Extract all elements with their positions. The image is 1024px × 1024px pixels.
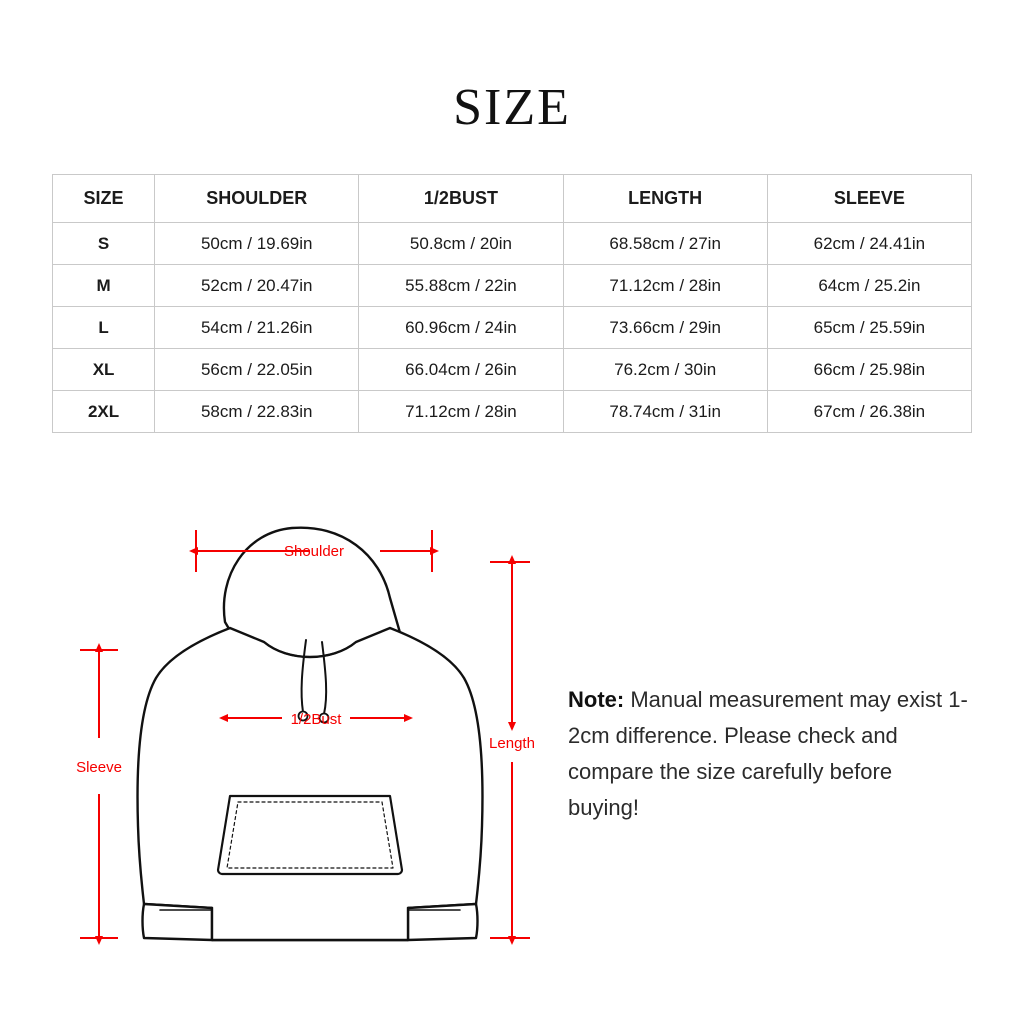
- cell-length: 78.74cm / 31in: [563, 391, 767, 433]
- table-row: [53, 307, 972, 349]
- column-header-length: LENGTH: [563, 175, 767, 223]
- cell-size: 2XL: [53, 391, 155, 433]
- cell-bust: 50.8cm / 20in: [359, 223, 563, 265]
- bust-label: 1/2Bust: [290, 711, 342, 728]
- column-header-bust: 1/2BUST: [359, 175, 563, 223]
- cell-shoulder: 54cm / 21.26in: [155, 307, 359, 349]
- cell-size: M: [53, 265, 155, 307]
- table-row: [53, 349, 972, 391]
- table-row: [53, 223, 972, 265]
- page-title: SIZE: [453, 79, 571, 136]
- sleeve-measure-line: [80, 650, 118, 938]
- cell-shoulder: 58cm / 22.83in: [155, 391, 359, 433]
- table-row: [53, 265, 972, 307]
- cell-size: XL: [53, 349, 155, 391]
- cell-bust: 66.04cm / 26in: [359, 349, 563, 391]
- cell-shoulder: 50cm / 19.69in: [155, 223, 359, 265]
- cell-shoulder: 52cm / 20.47in: [155, 265, 359, 307]
- cell-sleeve: 65cm / 25.59in: [767, 307, 971, 349]
- cell-length: 73.66cm / 29in: [563, 307, 767, 349]
- column-header-shoulder: SHOULDER: [155, 175, 359, 223]
- cell-shoulder: 56cm / 22.05in: [155, 349, 359, 391]
- length-label: Length: [489, 735, 535, 752]
- shoulder-label: Shoulder: [283, 543, 345, 560]
- table-header-row: [53, 175, 972, 223]
- cell-bust: 60.96cm / 24in: [359, 307, 563, 349]
- cell-length: 76.2cm / 30in: [563, 349, 767, 391]
- cell-length: 71.12cm / 28in: [563, 265, 767, 307]
- column-header-size: SIZE: [53, 175, 155, 223]
- hoodie-measurement-diagram: [60, 510, 560, 970]
- cell-bust: 55.88cm / 22in: [359, 265, 563, 307]
- measurement-note: [568, 682, 968, 826]
- sleeve-label: Sleeve: [76, 759, 122, 776]
- note-text: Manual measurement may exist 1-2cm difference. Please check and compare the size carefully before buying!: [568, 687, 968, 820]
- cell-sleeve: 62cm / 24.41in: [767, 223, 971, 265]
- cell-size: S: [53, 223, 155, 265]
- cell-bust: 71.12cm / 28in: [359, 391, 563, 433]
- cell-sleeve: 64cm / 25.2in: [767, 265, 971, 307]
- cell-length: 68.58cm / 27in: [563, 223, 767, 265]
- cell-sleeve: 66cm / 25.98in: [767, 349, 971, 391]
- cell-sleeve: 67cm / 26.38in: [767, 391, 971, 433]
- cell-size: L: [53, 307, 155, 349]
- hoodie-illustration: [138, 528, 483, 940]
- column-header-sleeve: SLEEVE: [767, 175, 971, 223]
- size-chart-table: [52, 174, 972, 433]
- table-row: [53, 391, 972, 433]
- note-label: Note:: [568, 687, 625, 712]
